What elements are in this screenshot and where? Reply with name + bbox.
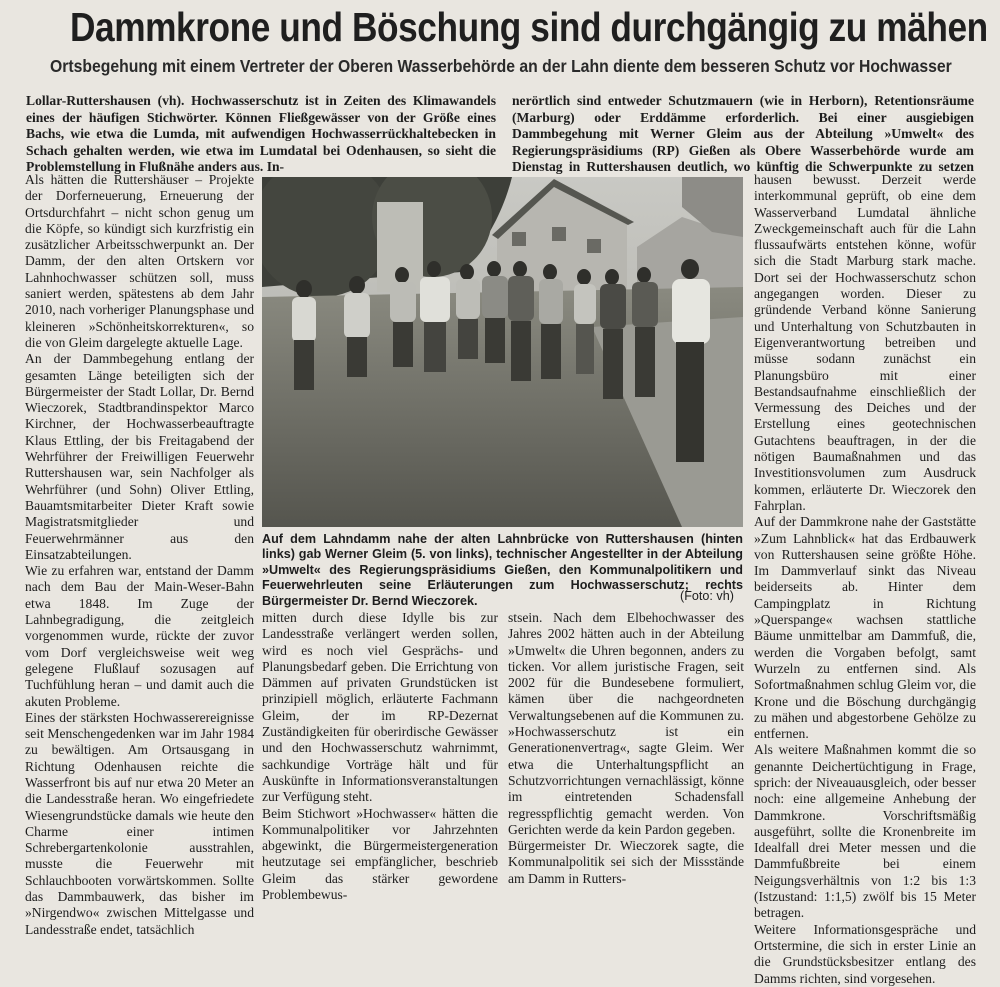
- body-column-2: mitten durch diese Idylle bis zur Landesstraße verlängert werden sollen, wird es noch viel Gesprächs- und Planungsbedarf geben. Die Errichtung von Dämmen auf privaten Grundstücken ist prinzipiell möglich, erläuterte Fachmann Gleim, der im RP-Dezernat Zuständigkeiten für oberirdische Gewässer und den Hochwasserschutz wahrnimmt, sachkundige Vorträge hält und für Auskünfte in Informationsveranstaltungen zur Verfügung steht. Beim Stichwort »Hochwasser« hätten die Kommunalpolitiker vor Jahrzehnten abgewinkt, die Bürgermeistergeneration heutzutage sei empfänglicher, beschrieb Gleim das stärker gewordene Problembewus-: [262, 610, 498, 903]
- body-column-3: stsein. Nach dem Elbehochwasser des Jahres 2002 hätten auch in der Abteilung »Umwelt« die Uhren begonnen, anders zu ticken. Vor allem juristische Fragen, seit 2002 für die Bundesebene formuliert, kämen über die nachgeordneten Verwaltungsebenen auf die Kommunen zu. »Hochwasserschutz ist ein Generationenvertrag«, sagte Gleim. Wer etwa die Unterhaltungspflicht an Schutzvorrichtungen vernachlässigt, könne im eintretenden Schadensfall regresspflichtig gemacht werden. Von Gerichten werde da kein Pardon gegeben. Bürgermeister Dr. Wieczorek sagte, die Kommunalpolitik sei sich der Missstände am Damm in Rutters-: [508, 610, 744, 886]
- lead-paragraph-left: Lollar-Ruttershausen (vh). Hochwasserschutz ist in Zeiten des Klimawandels eines der häufigen Stichwörter. Können Fließgewässer von der Größe eines Bachs, wie etwa die Lumda, mit aufwendigen Hochwasserrückhaltebecken in Schach gehalten werden, wie etwa im Lumdatal bei Odenhausen, so sieht die Problemstellung in Flußnähe anders aus. In-: [26, 93, 496, 175]
- lead-paragraph-right: nerörtlich sind entweder Schutzmauern (wie in Herborn), Retentionsräume (Marburg) oder Erddämme erforderlich. Bei einer ausgiebigen Dammbegehung mit Werner Gleim aus der Abteilung »Umwelt« des Regierungspräsidiums (RP) Gießen als Obere Wasserbehörde wurde am Dienstag in Ruttershausen deutlich, wo künftig die Schwerpunkte zu setzen: [512, 93, 974, 175]
- photo-caption: Auf dem Lahndamm nahe der alten Lahnbrücke von Ruttershausen (hinten links) gab Werner Gleim (5. von links), technischer Angestellter in der Abteilung »Umwelt« des Regierungspräsidiums Gießen, den Kommunalpolitikern und Feuerwehrleuten seine Erläuterungen zum Hochwasserschutz; rechts Bürgermeister Dr. Bernd Wieczorek.: [262, 532, 743, 608]
- subheadline: Ortsbegehung mit einem Vertreter der Oberen Wasserbehörde an der Lahn diente dem besseren Schutz vor Hochwasser: [50, 56, 952, 76]
- photo-credit: (Foto: vh): [680, 589, 734, 603]
- headline: Dammkrone und Böschung sind durchgängig zu mähen: [70, 4, 988, 50]
- group-on-dam-photo: [262, 177, 743, 527]
- body-column-1: Als hätten die Ruttershäuser – Projekte der Dorferneuerung, Erneuerung der Ortsdurchfahrt – nicht schon genug um die Köpfe, so kündigt sich kurzfristig ein zusätzlicher Arbeitsschwerpunkt an. Der Damm, der den alten Ortskern vor Lahnhochwasser schützen soll, muss saniert werden, spätestens ab dem Jahr 2010, nach vorheriger Planungsphase und kleineren »Schönheitskorrekturen«, so die von Gleim dargelegte aktuelle Lage. An der Dammbegehung entlang der gesamten Länge beteiligten sich der Bürgermeister der Stadt Lollar, Dr. Bernd Wieczorek, Stadtbrandinspektor Marco Kirchner, der Hochwasserbeauftragte Klaus Ettling, der bis Freitagabend der Wehrführer der Freiwilligen Feuerwehr Ruttershausen war, sein Nachfolger als Wehrführer (und Sohn) Oliver Ettling, Bauamtsmitarbeiter Dieter Kraft sowie Magistratsmitglieder und Feuerwehrmänner aus den Einsatzabteilungen. Wie zu erfahren war, entstand der Damm nach dem Bau der Main-Weser-Bahn etwa 1848. Im Zuge der Lahnbegradigung, die zeitgleich vorgenommen wurde, rückte der zuvor vom Dorf vergleichsweise weit weg gelegene Flußlauf sozusagen auf Tuchfühlung heran – und damit auch die akuten Probleme. Eines der stärksten Hochwasserereignisse seit Menschengedenken war im Jahr 1984 zu bewältigen. Am Ortsausgang in Richtung Odenhausen reichte die Wasserfront bis auf nur etwa 20 Meter an die Landesstraße heran. Wo eingefriedete Wiesengrundstücke damals wie heute den Charme einer intimen Schrebergartenkolonie ausstrahlen, musste die Feuerwehr mit Schlauchbooten vorwärtskommen. Sollte das Dammbauwerk, das bisher im »Nirgendwo« zwischen Mittelgasse und Landesstraße endet, tatsächlich: [25, 172, 254, 937]
- photo-illustration: [262, 177, 743, 527]
- body-column-4: hausen bewusst. Derzeit werde interkommunal geprüft, ob eine dem Wasserverband Lumdatal ähnliche Zweckgemeinschaft auch für die Lahn flussaufwärts entstehen könne, wofür sich die Stadt Marburg stark mache. Dort sei der Hochwasserschutz schon angegangen worden. Dieser zu gründende Verband könne Sanierung und Unterhaltung von Schutzbauten in Eigenverantwortung betreiben und müsse sodann zunächst ein Planungsbüro mit einer Bestandsaufnahme einschließlich der Vermessung des Deiches und der Erstellung eines geotechnischen Gutachtens beauftragen, in der die nötigen Baumaßnahmen und das Investitionsvolumen zum Ausdruck kommen, erläuterte Dr. Wieczorek den Fahrplan. Auf der Dammkrone nahe der Gaststätte »Zum Lahnblick« hat das Erdbauwerk von Ruttershausen seine größte Höhe. Im Dammverlauf sinkt das Niveau beiderseits ab. Hinter dem Campingplatz in Richtung »Querspange« wachsen stattliche Bäume unmittelbar am Dammfuß, die, werden die Vorgaben befolgt, samt Wurzeln zu entfernen sind. Als Sofortmaßnahmen schlug Gleim vor, die Krone und die Böschung durchgängig zu mähen und abgestorbene Gehölze zu entfernen. Als weitere Maßnahmen kommt die so genannte Deichertüchtigung in Frage, sprich: der Niveauausgleich, oder besser noch: eine allgemeine Anhebung der Dammkrone. Vorschriftsmäßig ausgeführt, sollte die Kronenbreite im Idealfall drei Meter messen und die Dammfußbreite bei einem Neigungsverhältnis von 1:2 bis 1:3 (Istzustand: 1:1,5) zwölf bis 15 Meter betragen. Weitere Informationsgespräche und Ortstermine, die sich in erster Linie an die Grundstücksbesitzer entlang des Damms richten, sind vorgesehen.: [754, 172, 976, 986]
